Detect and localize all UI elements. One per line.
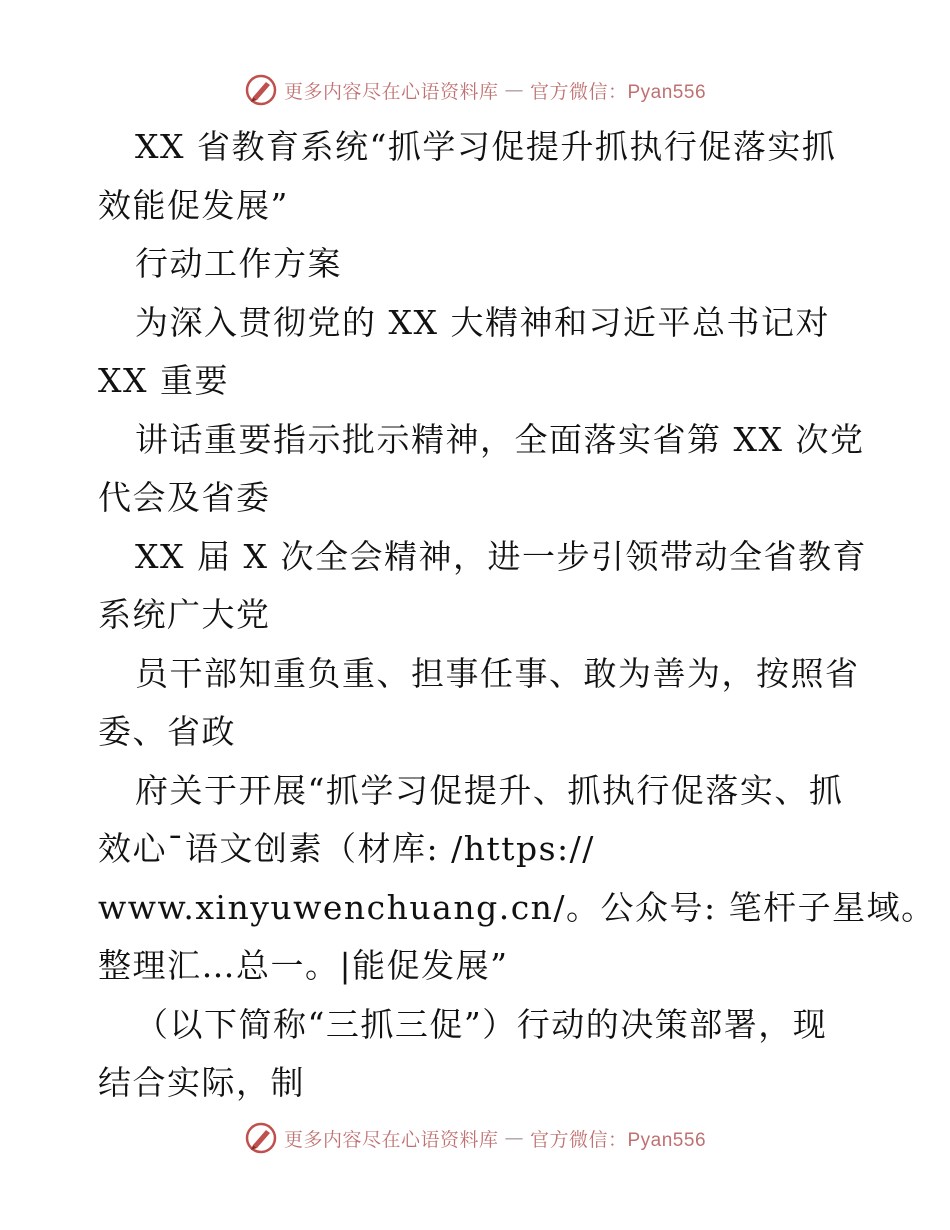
document-line: 为深入贯彻党的 XX 大精神和习近平总书记对 [135, 302, 830, 342]
watermark-account: 官方微信：Pyan556 [530, 81, 707, 103]
document-line: XX 省教育系统“抓学习促提升抓执行促落实抓 [135, 127, 837, 166]
document-line: XX 届 X 次全会精神，进一步引领带动全省教育 [135, 536, 867, 576]
watermark-dash: — [504, 79, 524, 101]
document-line: 结合实际，制 [98, 1063, 305, 1102]
document-line: 效能促发展” [98, 185, 289, 225]
document-line: （以下简称“三抓三促”）行动的决策部署，现 [135, 1004, 828, 1044]
header-watermark [0, 70, 950, 110]
watermark-brand: 更多内容尽在心语资料库 [283, 80, 499, 103]
document-line: 府关于开展“抓学习促提升、抓执行促落实、抓 [135, 770, 844, 810]
watermark-dash: — [504, 1127, 524, 1149]
document-line: XX 重要 [98, 361, 229, 400]
document-line: 系统广大党 [98, 595, 271, 634]
footer-watermark [0, 1118, 950, 1158]
watermark-brand: 更多内容尽在心语资料库 [283, 1128, 499, 1151]
document-line: 员干部知重负重、担事任事、敢为善为，按照省 [135, 653, 860, 693]
document-body [98, 118, 936, 1113]
document-line: 委、省政 [98, 712, 236, 751]
red-pen-logo-icon [244, 1121, 278, 1155]
red-pen-logo-icon [244, 73, 278, 107]
document-line: www.xinyuwenchuang.cn/。公众号: 笔杆子星域。 [98, 887, 936, 927]
document-line: 代会及省委 [98, 478, 271, 517]
watermark-account: 官方微信：Pyan556 [530, 1129, 707, 1151]
document-line: 整理汇…总一。|能促发展” [98, 946, 509, 985]
document-line: 讲话重要指示批示精神，全面落实省第 XX 次党 [135, 419, 865, 459]
document-line: 行动工作方案 [135, 244, 342, 283]
document-line: 效心¯语文创素（材库: /https:// [98, 829, 595, 868]
